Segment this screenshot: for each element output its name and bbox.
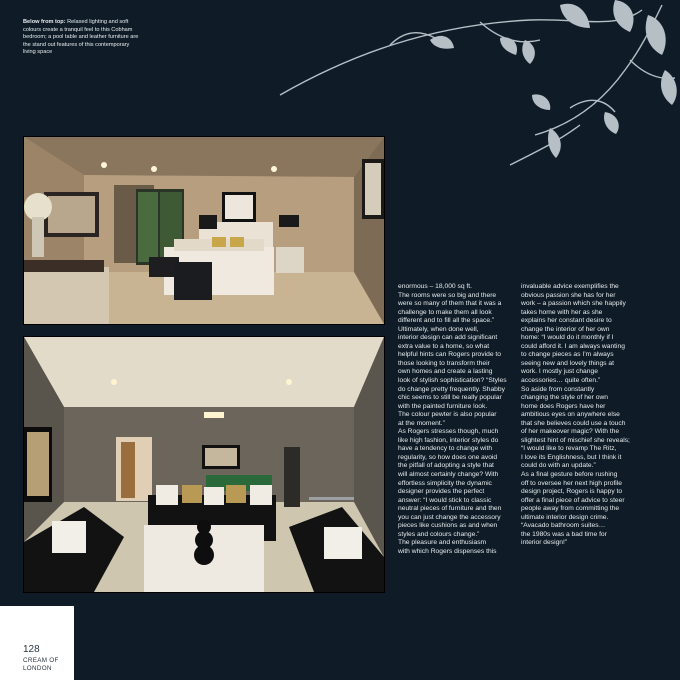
body-line: “Avacado bathroom suites…: [521, 522, 606, 530]
body-line: The rooms were so big and there: [398, 291, 497, 299]
body-line: enormous – 18,000 sq ft.: [398, 283, 472, 290]
photo-caption: [23, 19, 143, 57]
body-line: the pitfall of adopting a style that: [398, 462, 494, 470]
body-line: design project, Rogers is happy to: [521, 488, 623, 496]
body-line: offer a final piece of advice to steer: [521, 496, 625, 504]
body-line: off to oversee her next high profile: [521, 479, 622, 487]
living-room-photo: [23, 336, 385, 593]
body-line: Ultimately, when done well,: [398, 325, 479, 333]
body-line: neutral pieces of furniture and then: [398, 505, 502, 513]
body-line: that she believes could use a touch: [521, 419, 626, 427]
body-line: could do with an update.”: [521, 462, 596, 470]
caption-text: Relaxed lighting and soft colours create a tranquil feel to this Cobham bedroom; a pool table and leather furniture are the stand out features of this contemporary living space: [23, 19, 139, 56]
body-line: of her makeover magic? With the: [521, 428, 620, 436]
body-line: accessories… quite often.”: [521, 377, 601, 385]
body-line: obvious passion she has for her: [521, 291, 616, 299]
body-line: interior design!”: [521, 539, 568, 547]
body-line: takes home with her as she: [521, 308, 603, 316]
body-line: different and to fill all the space.”: [398, 317, 495, 325]
body-line: As Rogers stresses though, much: [398, 428, 499, 436]
body-line: extra value to a home, so what: [398, 342, 490, 350]
body-line: designer provides the perfect: [398, 488, 485, 496]
body-line: helpful hints can Rogers provide to: [398, 351, 501, 359]
body-line: styles and colours change.”: [398, 530, 480, 538]
magazine-brand: [23, 657, 59, 672]
body-line: work – a passion which she happily: [521, 300, 626, 308]
body-line: look of stylish sophistication? “Styles: [398, 377, 507, 385]
bedroom-photo: [23, 136, 385, 325]
body-line: explains her constant desire to: [521, 317, 612, 325]
body-line: like high fashion, interior styles do: [398, 436, 499, 444]
body-line: So aside from constantly: [521, 385, 595, 393]
body-line: As a final gesture before rushing: [521, 471, 618, 479]
body-line: the 1980s was a bad time for: [521, 530, 607, 538]
body-line: those looking to transform their: [398, 359, 490, 367]
body-line: at the moment.”: [398, 419, 445, 427]
body-line: home: “I would do it monthly if I: [521, 334, 614, 342]
body-line: own homes and create a lasting: [398, 368, 493, 376]
text-column-2: [521, 283, 639, 548]
caption-lead: Below from top:: [23, 19, 66, 25]
body-line: with which Rogers dispenses this: [398, 547, 497, 555]
page-number: 128: [23, 644, 40, 655]
body-line: The colour pewter is also popular: [398, 411, 497, 419]
text-column-1: [398, 283, 516, 557]
body-line: people away from committing the: [521, 505, 620, 513]
body-line: changing the style of her own: [521, 394, 608, 402]
body-line: were so many of them that it was a: [398, 300, 502, 308]
body-line: have a tendency to change with: [398, 445, 493, 453]
body-line: I love its Englishness, but I think it: [521, 453, 622, 461]
body-line: slightest hint of mischief she reveals;: [521, 436, 630, 444]
body-line: “I would like to revamp The Ritz,: [521, 445, 617, 453]
brand-line-2: LONDON: [23, 664, 52, 672]
body-line: with the painted furniture look.: [398, 402, 488, 410]
body-line: you can just change the accessory: [398, 513, 501, 521]
body-line: challenge to make them all look: [398, 308, 492, 316]
body-line: interior design can add significant: [398, 334, 498, 342]
body-line: invaluable advice exemplifies the: [521, 283, 619, 290]
body-line: chic seems to still be really popular: [398, 394, 502, 402]
body-line: regularity, so how does one avoid: [398, 453, 498, 461]
body-line: ambitious eyes on anywhere else: [521, 411, 620, 419]
body-line: change the interior of her own: [521, 325, 610, 333]
body-line: The pleasure and enthusiasm: [398, 539, 487, 547]
body-line: work. I mostly just change: [521, 368, 598, 376]
body-line: effortless simplicity the dynamic: [398, 479, 492, 487]
body-line: do change pretty frequently. Shabby: [398, 385, 505, 393]
body-line: could afford it. I am always wanting: [521, 342, 625, 350]
body-line: pieces like cushions as and when: [398, 522, 498, 530]
brand-line-1: CREAM OF: [23, 657, 59, 664]
body-line: seeing new and lovely things at: [521, 359, 614, 367]
body-line: ultimate interior design crime.: [521, 513, 609, 521]
body-line: home does Rogers have her: [521, 402, 606, 410]
body-line: answer: “I would stick to classic: [398, 496, 492, 504]
page-folio: [0, 606, 74, 680]
body-line: will almost certainly change? With: [398, 471, 499, 479]
body-line: to change pieces as I’m always: [521, 351, 614, 359]
